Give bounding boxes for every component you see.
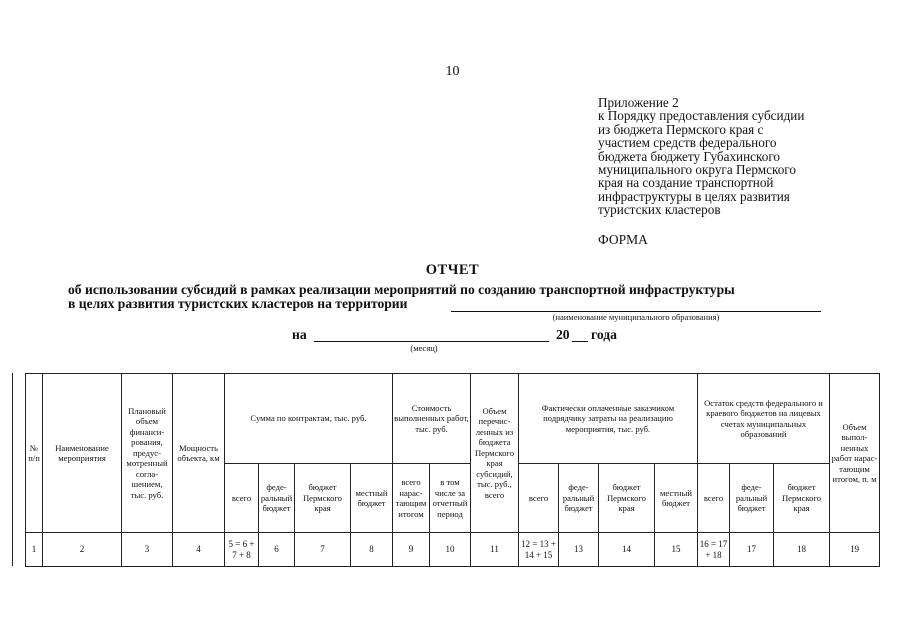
column-number-cell: 9 [393,533,430,567]
header-name: Наименование мероприятия [43,374,122,533]
subheader-perm: бюджет Пермского края [774,464,830,533]
header-transferred: Объем перечис-ленных из бюджета Пермского края субсидий, тыс. руб., всего [471,374,519,533]
appendix-line: инфраструктуры в целях развития [598,188,790,204]
appendix-line: из бюджета Пермского края с [598,121,764,137]
subheader-incl-period: в том числе за отчетный период [430,464,471,533]
header-planned: Плановый объем финанси-рования, предус-мотренный согла-шением, тыс. руб. [122,374,173,533]
appendix-line: муниципального округа Пермского [598,162,796,178]
column-number-cell: 4 [173,533,225,567]
column-number-cell: 10 [430,533,471,567]
report-subtitle-line2: в целях развития туристских кластеров на территории [68,296,408,311]
column-number-cell: 1 [26,533,43,567]
column-number-cell: 19 [830,533,880,567]
report-table [25,373,880,567]
subheader-local: местный бюджет [351,464,393,533]
appendix-line: Приложение 2 [598,95,679,110]
column-number-cell: 2 [43,533,122,567]
column-number-cell: 16 = 17 + 18 [698,533,730,567]
header-volume: Объем выпол-ненных работ нарас-тающим итогом, п. м [830,374,880,533]
page-edge-line [12,373,13,566]
header-remainder: Остаток средств федерального и краевого бюджетов на лицевых счетах муниципальных образований [698,374,830,464]
appendix-line: к Порядку предоставления субсидии [598,108,805,124]
page-number: 10 [445,64,460,79]
column-number-cell: 14 [599,533,655,567]
subheader-total: всего [519,464,559,533]
appendix-line: бюджета бюджету Губахинского [598,148,781,164]
subheader-federal: феде-ральный бюджет [730,464,774,533]
form-label: ФОРМА [598,232,648,247]
year-fill-line [572,341,588,342]
report-title: ОТЧЕТ [425,262,480,278]
period-on-label: на [292,327,307,342]
appendix-line: участием средств федерального [598,135,777,151]
subheader-federal: феде-ральный бюджет [259,464,295,533]
appendix-block [598,96,858,217]
column-number-cell: 6 [259,533,295,567]
subheader-local: местный бюджет [655,464,698,533]
header-num: № п/п [26,374,43,533]
year-suffix: года [591,327,617,342]
column-number-cell: 12 = 13 + 14 + 15 [519,533,559,567]
column-number-cell: 5 = 6 + 7 + 8 [225,533,259,567]
appendix-line: края на создание транспортной [598,175,774,191]
subheader-total: всего [698,464,730,533]
month-fill-line [314,341,549,342]
report-subtitle-line1: об использовании субсидий в рамках реализации мероприятий по созданию транспортной инфраструктуры [68,282,735,297]
header-cost: Стоимость выполненных работ, тыс. руб. [393,374,471,464]
column-number-cell: 13 [559,533,599,567]
municipality-caption: (наименование муниципального образования) [552,312,720,322]
column-number-cell: 17 [730,533,774,567]
column-number-cell: 11 [471,533,519,567]
column-number-cell: 8 [351,533,393,567]
subheader-perm: бюджет Пермского края [295,464,351,533]
subheader-total: всего [225,464,259,533]
subheader-federal: феде-ральный бюджет [559,464,599,533]
appendix-line: туристских кластеров [598,202,721,218]
header-paid: Фактически оплаченные заказчиком подрядчику затраты на реализацию мероприятия, тыс. руб. [519,374,698,464]
subheader-perm: бюджет Пермского края [599,464,655,533]
column-number-cell: 3 [122,533,173,567]
column-number-cell: 18 [774,533,830,567]
header-capacity: Мощность объекта, км [173,374,225,533]
year-prefix: 20 [556,327,570,342]
header-contracts: Сумма по контрактам, тыс. руб. [225,374,393,464]
month-caption: (месяц) [410,343,438,353]
subheader-cum-total: всего нарас-тающим итогом [393,464,430,533]
column-number-cell: 7 [295,533,351,567]
column-number-cell: 15 [655,533,698,567]
